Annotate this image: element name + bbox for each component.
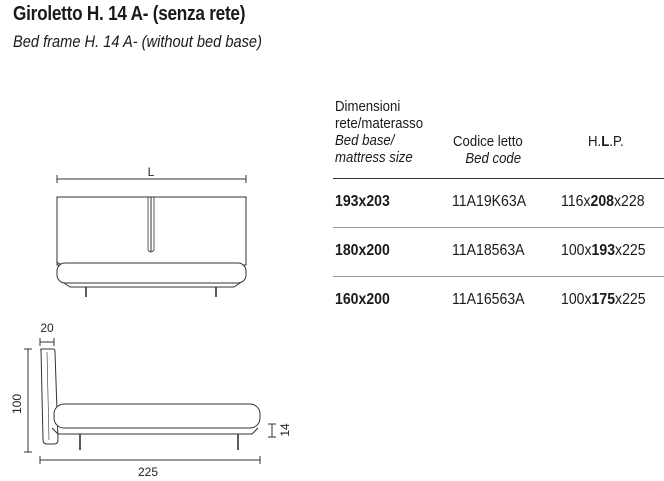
- front-view: [57, 175, 246, 297]
- row-1-hlp: 116x208x228: [561, 193, 645, 210]
- header-dimensions-en-1: Bed base/: [335, 132, 395, 149]
- header-dimensions-it-1: Dimensioni: [335, 98, 401, 115]
- mattress-side: [54, 404, 260, 428]
- header-dimensions-it-2: rete/materasso: [335, 115, 424, 132]
- row-3-code: 11A16563A: [452, 291, 525, 308]
- headboard-side: [41, 349, 58, 444]
- header-code-en: Bed code: [465, 150, 522, 167]
- frame-height-label: 14: [278, 423, 292, 437]
- length-label: 225: [137, 465, 159, 479]
- product-title: Giroletto H. 14 A- (senza rete): [13, 3, 246, 25]
- frame-side: [52, 428, 258, 434]
- row-2-hlp: 100x193x225: [561, 242, 646, 259]
- mattress-cushion: [57, 263, 246, 283]
- header-dimensions-en-2: mattress size: [335, 149, 413, 166]
- headboard-thickness-label: 20: [40, 321, 54, 335]
- frame-base: [64, 283, 240, 287]
- row-1-size: 193x203: [335, 193, 390, 210]
- row-3-size: 160x200: [335, 291, 390, 308]
- headboard-left-edge: [57, 197, 70, 266]
- row-2-size: 180x200: [335, 242, 390, 259]
- row-1-code: 11A19K63A: [452, 193, 527, 210]
- row-2-code: 11A18563A: [452, 242, 525, 259]
- height-label: 100: [10, 393, 24, 415]
- product-subtitle: Bed frame H. 14 A- (without bed base): [13, 32, 262, 51]
- headboard-side-seam: [47, 352, 49, 440]
- header-hlp: H.L.P.: [588, 133, 624, 150]
- width-label: L: [147, 165, 155, 179]
- side-view: [24, 338, 276, 464]
- header-code-it: Codice letto: [453, 133, 523, 150]
- row-3-hlp: 100x175x225: [561, 291, 646, 308]
